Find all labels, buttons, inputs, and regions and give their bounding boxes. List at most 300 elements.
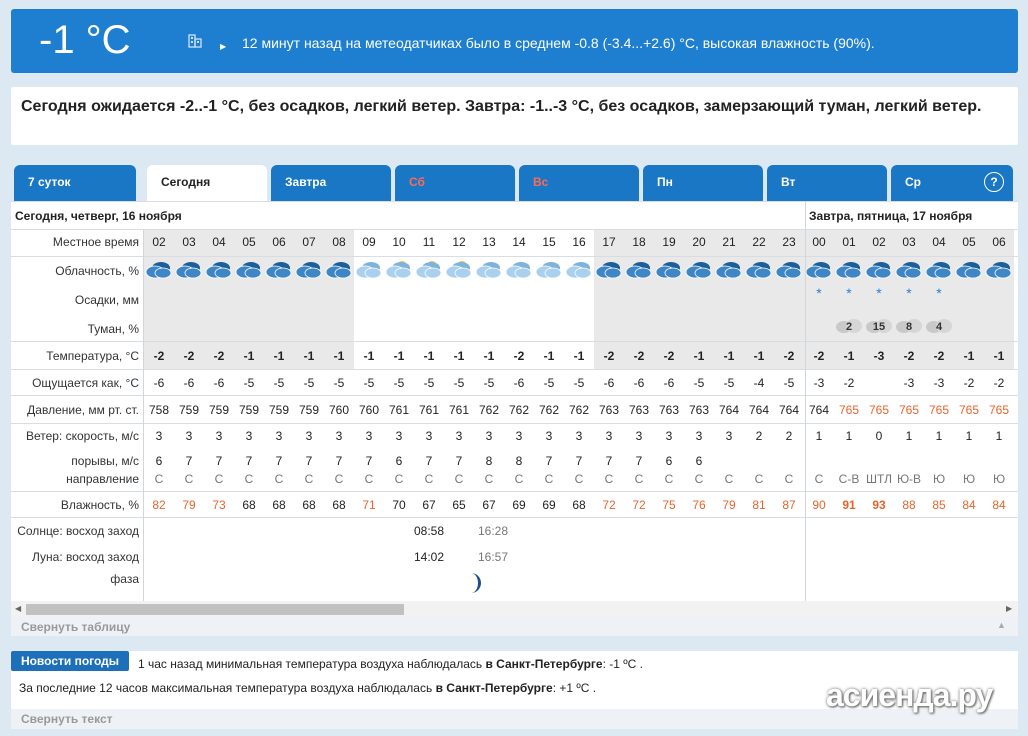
cell-humidity: 79 [722, 498, 736, 512]
cell-hours: 04 [212, 235, 226, 249]
cell-gusts: 7 [455, 454, 463, 468]
cell-gusts: 6 [395, 454, 403, 468]
cell-temp: -2 [783, 349, 795, 363]
cell-wind_speed: 3 [605, 429, 613, 443]
cell-feels: -6 [633, 376, 645, 390]
cell-humidity: 67 [422, 498, 436, 512]
cell-direction: С [724, 472, 734, 486]
moonset-time: 16:57 [477, 550, 509, 564]
row-divider [11, 491, 1018, 492]
cell-hours: 09 [362, 235, 376, 249]
cell-wind_speed: 3 [185, 429, 193, 443]
cell-pressure: 765 [928, 403, 950, 417]
partly-cloudy-icon [385, 258, 413, 280]
cell-humidity: 72 [602, 498, 616, 512]
moonrise-time: 14:02 [413, 550, 445, 564]
cell-wind_speed: 3 [725, 429, 733, 443]
current-temperature: -1 °C [39, 18, 131, 62]
cell-hours: 08 [332, 235, 346, 249]
cell-pressure: 761 [388, 403, 410, 417]
cell-hours: 18 [632, 235, 646, 249]
cell-temp: -1 [993, 349, 1005, 363]
cell-temp: -1 [573, 349, 585, 363]
cell-pressure: 759 [208, 403, 230, 417]
cell-direction: С [484, 472, 494, 486]
cloudy-icon [145, 258, 173, 280]
horizontal-scrollbar[interactable] [11, 601, 1018, 617]
cell-feels: -6 [153, 376, 165, 390]
tab-3[interactable] [395, 165, 515, 201]
cell-gusts: 7 [545, 454, 553, 468]
cell-hours: 21 [722, 235, 736, 249]
snowflake-icon: * [816, 285, 822, 301]
row-divider [11, 341, 1018, 342]
cell-humidity: 72 [632, 498, 646, 512]
cell-feels: -5 [693, 376, 705, 390]
cell-wind_speed: 3 [335, 429, 343, 443]
row-label-fog: Туман, % [87, 322, 139, 336]
cell-feels: -4 [753, 376, 765, 390]
news-place-link[interactable]: в Санкт-Петербурге [485, 657, 603, 671]
cell-pressure: 765 [838, 403, 860, 417]
cell-humidity: 70 [392, 498, 406, 512]
fog-value: 2 [845, 321, 853, 333]
cell-gusts: 7 [605, 454, 613, 468]
cell-hours: 12 [452, 235, 466, 249]
cloudy-icon [685, 258, 713, 280]
collapse-table-bar[interactable] [11, 617, 1018, 636]
cell-feels: -5 [483, 376, 495, 390]
cell-gusts: 7 [185, 454, 193, 468]
cell-wind_speed: 3 [215, 429, 223, 443]
cell-pressure: 761 [448, 403, 470, 417]
cell-humidity: 68 [302, 498, 316, 512]
cloudy-icon [505, 258, 533, 280]
cell-feels: -5 [333, 376, 345, 390]
cloudy-icon [595, 258, 623, 280]
collapse-text-link[interactable]: Свернуть текст [21, 712, 113, 726]
cell-hours: 02 [872, 235, 886, 249]
sunrise-time: 08:58 [413, 524, 445, 538]
moon-phase-icon [466, 572, 482, 594]
cell-feels: -5 [393, 376, 405, 390]
cloudy-icon [565, 258, 593, 280]
cell-pressure: 760 [328, 403, 350, 417]
cell-wind_speed: 3 [485, 429, 493, 443]
cell-temp: -1 [333, 349, 345, 363]
cell-gusts: 6 [665, 454, 673, 468]
cell-direction: С [634, 472, 644, 486]
cell-direction: С [214, 472, 224, 486]
cell-temp: -1 [963, 349, 975, 363]
cell-gusts: 6 [155, 454, 163, 468]
scroll-left-icon[interactable]: ◀ [15, 604, 22, 613]
cell-hours: 03 [182, 235, 196, 249]
cell-temp: -3 [873, 349, 885, 363]
cell-direction: Ю [962, 472, 976, 486]
news-badge[interactable]: Новости погоды [11, 651, 129, 671]
tab-4[interactable] [519, 165, 639, 201]
cell-gusts: 7 [425, 454, 433, 468]
cell-temp: -1 [423, 349, 435, 363]
news-line-2: За последние 12 часов максимальная температура воздуха наблюдалась в Санкт-Петербурге: +1 ºС . [19, 681, 597, 695]
cell-temp: -2 [633, 349, 645, 363]
cell-direction: С [814, 472, 824, 486]
cloudy-icon [235, 258, 263, 280]
snowflake-icon: * [906, 285, 912, 301]
cell-humidity: 76 [692, 498, 706, 512]
cell-humidity: 82 [152, 498, 166, 512]
cell-pressure: 765 [988, 403, 1010, 417]
cell-temp: -1 [303, 349, 315, 363]
cell-temp: -1 [393, 349, 405, 363]
cell-feels: -6 [213, 376, 225, 390]
cloudy-icon [865, 258, 893, 280]
snowflake-icon: * [876, 285, 882, 301]
cell-pressure: 764 [778, 403, 800, 417]
cell-pressure: 763 [628, 403, 650, 417]
cell-humidity: 75 [662, 498, 676, 512]
row-label-temp: Температура, °C [46, 349, 139, 363]
cell-humidity: 88 [902, 498, 916, 512]
cell-wind_speed: 1 [965, 429, 973, 443]
cell-humidity: 65 [452, 498, 466, 512]
stations-summary: 12 минут назад на метеодатчиках было в среднем -0.8 (-3.4...+2.6) °C, высокая влажность (90%). [242, 35, 875, 51]
cell-hours: 06 [992, 235, 1006, 249]
collapse-up-icon[interactable]: ▲ [997, 620, 1006, 630]
cell-pressure: 763 [658, 403, 680, 417]
cell-direction: С [574, 472, 584, 486]
cell-temp: -1 [723, 349, 735, 363]
cell-humidity: 73 [212, 498, 226, 512]
cell-gusts: 8 [485, 454, 493, 468]
cell-wind_speed: 0 [875, 429, 883, 443]
tab-6[interactable] [767, 165, 887, 201]
tab-0[interactable] [14, 165, 136, 201]
cell-gusts: 7 [575, 454, 583, 468]
cell-wind_speed: 3 [245, 429, 253, 443]
cloudy-icon [355, 258, 383, 280]
cell-pressure: 765 [958, 403, 980, 417]
night-shade [594, 229, 804, 369]
cell-hours: 19 [662, 235, 676, 249]
tab-label: Сегодня [161, 175, 211, 189]
cell-feels: -5 [573, 376, 585, 390]
row-divider [11, 201, 1018, 202]
row-label-feels: Ощущается как, °C [32, 376, 139, 390]
cell-feels: -2 [843, 376, 855, 390]
cell-hours: 05 [962, 235, 976, 249]
cloudy-icon [535, 258, 563, 280]
cell-temp: -2 [153, 349, 165, 363]
row-divider [11, 517, 1018, 518]
cell-humidity: 68 [332, 498, 346, 512]
cell-humidity: 87 [782, 498, 796, 512]
forecast-table-panel [11, 154, 1018, 636]
cell-pressure: 759 [178, 403, 200, 417]
tab-label: 7 суток [28, 175, 71, 189]
cell-pressure: 759 [268, 403, 290, 417]
cell-direction: Ю [992, 472, 1006, 486]
cell-hours: 10 [392, 235, 406, 249]
cell-humidity: 68 [572, 498, 586, 512]
cell-hours: 11 [422, 235, 436, 249]
cell-direction: С [544, 472, 554, 486]
cell-temp: -1 [843, 349, 855, 363]
row-label-time: Местное время [52, 235, 139, 249]
cell-feels: -6 [603, 376, 615, 390]
forecast-table [11, 201, 1018, 601]
cell-feels: -2 [993, 376, 1005, 390]
cell-temp: -2 [513, 349, 525, 363]
cloudy-icon [175, 258, 203, 280]
cell-pressure: 760 [358, 403, 380, 417]
tab-label: Пн [657, 175, 673, 189]
cell-wind_speed: 3 [545, 429, 553, 443]
row-label-pressure: Давление, мм рт. ст. [27, 403, 139, 417]
row-divider [11, 395, 1018, 396]
cell-hours: 20 [692, 235, 706, 249]
cell-direction: С [664, 472, 674, 486]
row-label-gusts: порывы, м/с [71, 454, 139, 468]
cell-pressure: 764 [718, 403, 740, 417]
cloudy-icon [985, 258, 1013, 280]
cell-feels: -5 [783, 376, 795, 390]
cell-feels: -5 [453, 376, 465, 390]
cell-temp: -2 [933, 349, 945, 363]
tab-label: Завтра [285, 175, 327, 189]
cell-pressure: 764 [748, 403, 770, 417]
row-label-sun: Солнце: восход заход [17, 524, 139, 538]
cell-humidity: 84 [962, 498, 976, 512]
cloudy-icon [775, 258, 803, 280]
cloudy-icon [805, 258, 833, 280]
cell-gusts: 6 [695, 454, 703, 468]
cell-direction: С [184, 472, 194, 486]
cell-humidity: 69 [512, 498, 526, 512]
fog-value: 4 [935, 321, 943, 333]
cell-gusts: 7 [305, 454, 313, 468]
cell-humidity: 79 [182, 498, 196, 512]
cell-feels: -5 [723, 376, 735, 390]
cell-feels: -5 [273, 376, 285, 390]
news-line-1: 1 час назад минимальная температура воздуха наблюдалась в Санкт-Петербурге: -1 ºС . [138, 657, 643, 671]
cell-direction: С [244, 472, 254, 486]
cell-wind_speed: 1 [995, 429, 1003, 443]
cell-pressure: 765 [868, 403, 890, 417]
cell-pressure: 761 [418, 403, 440, 417]
cell-humidity: 81 [752, 498, 766, 512]
cell-direction: С [304, 472, 314, 486]
cell-humidity: 71 [362, 498, 376, 512]
cell-wind_speed: 3 [665, 429, 673, 443]
tab-1[interactable] [147, 165, 267, 201]
help-icon[interactable]: ? [984, 172, 1004, 192]
scrollbar-thumb[interactable] [26, 604, 404, 615]
cell-wind_speed: 3 [635, 429, 643, 443]
cell-hours: 14 [512, 235, 526, 249]
cloudy-icon [205, 258, 233, 280]
cell-gusts: 8 [515, 454, 523, 468]
cloudy-icon [265, 258, 293, 280]
cell-direction: С [454, 472, 464, 486]
row-divider [11, 229, 1018, 230]
cell-hours: 03 [902, 235, 916, 249]
cell-hours: 13 [482, 235, 496, 249]
cell-temp: -2 [183, 349, 195, 363]
cell-direction: С [514, 472, 524, 486]
cloudy-icon [295, 258, 323, 280]
cloudy-icon [835, 258, 863, 280]
cell-pressure: 762 [508, 403, 530, 417]
cell-hours: 15 [542, 235, 556, 249]
snowflake-icon: * [846, 285, 852, 301]
cell-feels: -5 [423, 376, 435, 390]
cell-temp: -1 [543, 349, 555, 363]
cell-humidity: 90 [812, 498, 826, 512]
row-divider [11, 423, 1018, 424]
cell-temp: -1 [753, 349, 765, 363]
cell-hours: 06 [272, 235, 286, 249]
cloudy-icon [475, 258, 503, 280]
cell-feels: -6 [663, 376, 675, 390]
cell-wind_speed: 1 [845, 429, 853, 443]
day-tabs [11, 154, 1018, 201]
cell-temp: -1 [693, 349, 705, 363]
cell-temp: -2 [813, 349, 825, 363]
cell-gusts: 7 [365, 454, 373, 468]
cell-hours: 04 [932, 235, 946, 249]
cell-wind_speed: 3 [575, 429, 583, 443]
cell-pressure: 759 [238, 403, 260, 417]
tab-2[interactable] [271, 165, 391, 201]
cell-direction: С [784, 472, 794, 486]
cell-feels: -5 [363, 376, 375, 390]
tab-5[interactable] [643, 165, 763, 201]
cell-direction: С [154, 472, 164, 486]
cell-hours: 01 [842, 235, 856, 249]
cloudy-icon [745, 258, 773, 280]
cell-feels: -3 [813, 376, 825, 390]
cell-hours: 02 [152, 235, 166, 249]
cell-gusts: 7 [335, 454, 343, 468]
cell-pressure: 763 [598, 403, 620, 417]
fog-value: 8 [905, 321, 913, 333]
cell-direction: С [604, 472, 614, 486]
cell-humidity: 67 [482, 498, 496, 512]
forecast-summary-text: Сегодня ожидается -2..-1 °C, без осадков, легкий ветер. Завтра: -1..-3 °C, без осадков, замерзающий туман, легкий ветер. [21, 98, 982, 115]
cell-direction: ШТЛ [866, 472, 892, 486]
cell-hours: 00 [812, 235, 826, 249]
cell-gusts: 7 [635, 454, 643, 468]
cloudy-icon [895, 258, 923, 280]
cell-humidity: 69 [542, 498, 556, 512]
row-divider [11, 256, 1018, 257]
row-label-humidity: Влажность, % [60, 498, 139, 512]
cell-feels: -3 [903, 376, 915, 390]
partly-cloudy-icon [445, 258, 473, 280]
scroll-right-icon[interactable]: ▶ [1006, 604, 1013, 613]
forecast-summary-box [11, 87, 1018, 145]
today-date-title: Сегодня, четверг, 16 ноября [15, 209, 182, 223]
cell-wind_speed: 3 [155, 429, 163, 443]
cloudy-icon [625, 258, 653, 280]
collapse-table-link[interactable]: Свернуть таблицу [21, 620, 131, 634]
cell-wind_speed: 2 [785, 429, 793, 443]
cell-temp: -1 [363, 349, 375, 363]
cell-temp: -1 [453, 349, 465, 363]
cell-wind_speed: 2 [755, 429, 763, 443]
sunset-time: 16:28 [477, 524, 509, 538]
cell-direction: Ю-В [896, 472, 922, 486]
cell-feels: -5 [243, 376, 255, 390]
cell-temp: -2 [213, 349, 225, 363]
cell-pressure: 765 [898, 403, 920, 417]
cell-direction: С [394, 472, 404, 486]
cell-feels: -6 [183, 376, 195, 390]
cell-wind_speed: 3 [695, 429, 703, 443]
cell-pressure: 763 [688, 403, 710, 417]
cell-temp: -2 [903, 349, 915, 363]
cell-temp: -1 [273, 349, 285, 363]
cell-humidity: 68 [272, 498, 286, 512]
row-label-direction: направление [66, 472, 139, 486]
row-divider [11, 369, 1018, 370]
news-place-link[interactable]: в Санкт-Петербурге [435, 681, 553, 695]
cell-pressure: 758 [148, 403, 170, 417]
current-weather-header [11, 9, 1018, 73]
cell-hours: 05 [242, 235, 256, 249]
cell-wind_speed: 3 [275, 429, 283, 443]
night-shade [144, 229, 354, 369]
row-label-precip: Осадки, мм [74, 293, 139, 307]
cell-pressure: 762 [478, 403, 500, 417]
cell-feels: -5 [303, 376, 315, 390]
cell-feels: -6 [513, 376, 525, 390]
cell-wind_speed: 3 [455, 429, 463, 443]
tab-label: Ср [905, 175, 921, 189]
cell-wind_speed: 1 [905, 429, 913, 443]
row-label-phase: фаза [110, 572, 139, 586]
cloudy-icon [655, 258, 683, 280]
cell-hours: 16 [572, 235, 586, 249]
cell-temp: -2 [663, 349, 675, 363]
cell-wind_speed: 3 [365, 429, 373, 443]
cell-humidity: 84 [992, 498, 1006, 512]
cloudy-icon [325, 258, 353, 280]
cell-direction: С [754, 472, 764, 486]
row-label-clouds: Облачность, % [55, 264, 139, 278]
snowflake-icon: * [936, 285, 942, 301]
partly-cloudy-icon [415, 258, 443, 280]
cell-temp: -1 [483, 349, 495, 363]
cell-feels: -3 [933, 376, 945, 390]
cell-humidity: 68 [242, 498, 256, 512]
cell-temp: -1 [243, 349, 255, 363]
cell-feels: -2 [963, 376, 975, 390]
cell-humidity: 85 [932, 498, 946, 512]
weather-station-icon[interactable] [187, 32, 203, 48]
cell-hours: 17 [602, 235, 616, 249]
tab-label: Сб [409, 175, 425, 189]
cell-feels: -5 [543, 376, 555, 390]
cloudy-icon [955, 258, 983, 280]
cell-direction: С-В [838, 472, 860, 486]
tomorrow-date-title: Завтра, пятница, 17 ноября [809, 209, 973, 223]
cell-humidity: 91 [842, 498, 856, 512]
cell-hours: 07 [302, 235, 316, 249]
cell-wind_speed: 3 [395, 429, 403, 443]
